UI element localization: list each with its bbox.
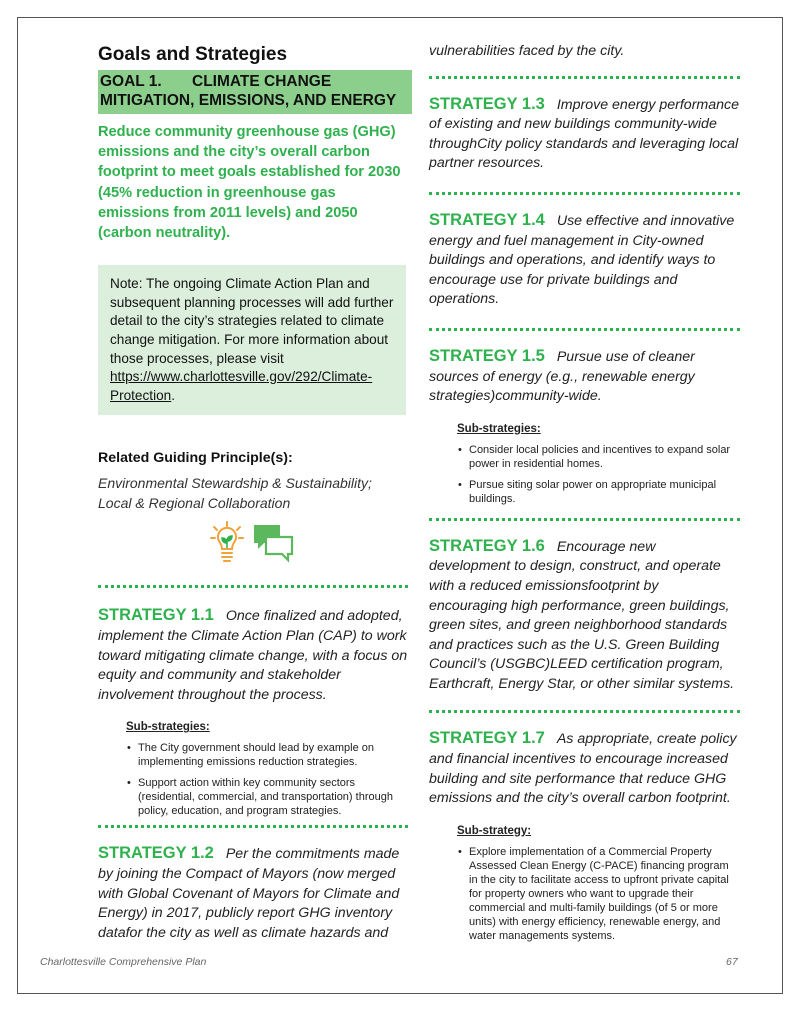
divider (429, 192, 740, 195)
strategy-label: STRATEGY 1.1 (98, 606, 214, 625)
divider (429, 710, 740, 713)
sub-strategy-title: Sub-strategy: (457, 824, 532, 837)
strategy-label: STRATEGY 1.6 (429, 536, 545, 555)
divider (98, 585, 408, 588)
strategy-text: As appropriate, create policy and financial incentives to encourage increased building and site performance that reduce GHG emissions and the city’s overall carbon footprint. (429, 731, 737, 807)
strategy-label: STRATEGY 1.5 (429, 346, 545, 365)
strategy-label: STRATEGY 1.3 (429, 94, 545, 113)
strategy-1-6 (429, 537, 740, 695)
strategy-1-4 (429, 211, 740, 310)
strategy-text: Improve energy performance of existing and new buildings community-wide throughCity policy standards and leveraging local partner resources. (429, 96, 740, 172)
list-item: • Support action within key community sectors (residential, commercial, and transportation) through policy, education, and program strategies. (126, 776, 408, 818)
goal-number: GOAL 1. (100, 73, 162, 90)
sub-strategies-title: Sub-strategies: (126, 721, 210, 734)
sub-strategies-list (126, 741, 408, 818)
strategy-text: Use effective and innovative energy and fuel management in City-owned buildings and operations, and identify ways to encourage use for private buildings and operations. (429, 212, 735, 308)
principle-icons (98, 521, 408, 567)
goal-title-line2: MITIGATION, EMISSIONS, AND ENERGY (100, 92, 397, 109)
divider (429, 518, 740, 521)
goal-heading (98, 70, 412, 114)
left-column (98, 44, 408, 943)
section-title: Goals and Strategies (98, 44, 288, 65)
list-item: • Explore implementation of a Commercial Property Assessed Clean Energy (C-PACE) financing program in the city to facilitate access to upfront private capital for property owners who want to upgrade their commercial and multi-family buildings (of 5 or more units) with energy efficiency, renewable energy, and water managements systems. (457, 845, 740, 943)
list-item: • Pursue siting solar power on appropriate municipal buildings. (457, 478, 740, 506)
strategy-1-1 (98, 606, 408, 705)
strategy-1-2 (98, 844, 408, 943)
strategy-text: Encourage new development to design, construct, and operate with a reduced emissionsfootprint by encouraging high performance, green buildings, green sites, and green neighborhood standards and practices such as the U.S. Green Building Council’s (USGBC)LEED certification program, Earthcraft, Energy Star, or other similar systems. (429, 538, 735, 692)
note-box (98, 265, 406, 415)
lightbulb-icon (210, 521, 244, 570)
strategy-label: STRATEGY 1.7 (429, 729, 545, 748)
strategy-1-7 (429, 729, 740, 808)
divider (429, 328, 740, 331)
sub-strategies-title: Sub-strategies: (457, 422, 541, 435)
right-column (429, 42, 740, 950)
list-item: • Consider local policies and incentives to expand solar power in residential homes. (457, 443, 740, 471)
related-principles-text: Environmental Stewardship & Sustainability; Local & Regional Collaboration (98, 475, 372, 512)
footer-title: Charlottesville Comprehensive Plan (40, 956, 207, 968)
strategy-1-5 (429, 347, 740, 407)
strategy-text: Per the commitments made by joining the Compact of Mayors (now merged with Global Covenant of Mayors for Climate and Energy) in 2017, publicly report GHG inventory datafor the city as well as climate hazards and (98, 846, 400, 941)
divider (429, 76, 740, 79)
sub-strategies-list (457, 443, 740, 506)
strategy-1-3 (429, 95, 740, 174)
note-text: Note: The ongoing Climate Action Plan and subsequent planning processes will add further detail to the city’s strategies related to climate change mitigation. For more information about those processes, please visit (110, 276, 394, 366)
strategy-label: STRATEGY 1.2 (98, 844, 214, 863)
sub-strategy-list (457, 845, 740, 943)
goal-title-line1: CLIMATE CHANGE (192, 73, 332, 90)
goal-description: Reduce community greenhouse gas (GHG) emissions and the city’s overall carbon footprint to meet goals established for 2030 (45% reduction in greenhouse gas emissions from 2011 levels) and 2050 (carbon neutrality). (98, 124, 401, 242)
list-item: • The City government should lead by example on implementing emissions reduction strategies. (126, 741, 408, 769)
page-number: 67 (726, 956, 738, 968)
strategy-text: Pursue use of cleaner sources of energy (e.g., renewable energy strategies)community-wide. (429, 348, 695, 405)
note-end: . (171, 387, 175, 403)
divider (98, 825, 408, 828)
related-principles-title: Related Guiding Principle(s): (98, 450, 293, 467)
strategy-text: Once finalized and adopted, implement the Climate Action Plan (CAP) to work toward mitigating climate change, with a focus on equity and community and stakeholder involvement throughout the process. (98, 608, 408, 703)
continuation-text: vulnerabilities faced by the city. (429, 43, 625, 59)
document-page (17, 17, 783, 994)
chat-bubbles-icon (252, 523, 294, 568)
strategy-label: STRATEGY 1.4 (429, 210, 545, 229)
climate-protection-link[interactable]: https://www.charlottesville.gov/292/Climate-Protection (110, 369, 373, 403)
